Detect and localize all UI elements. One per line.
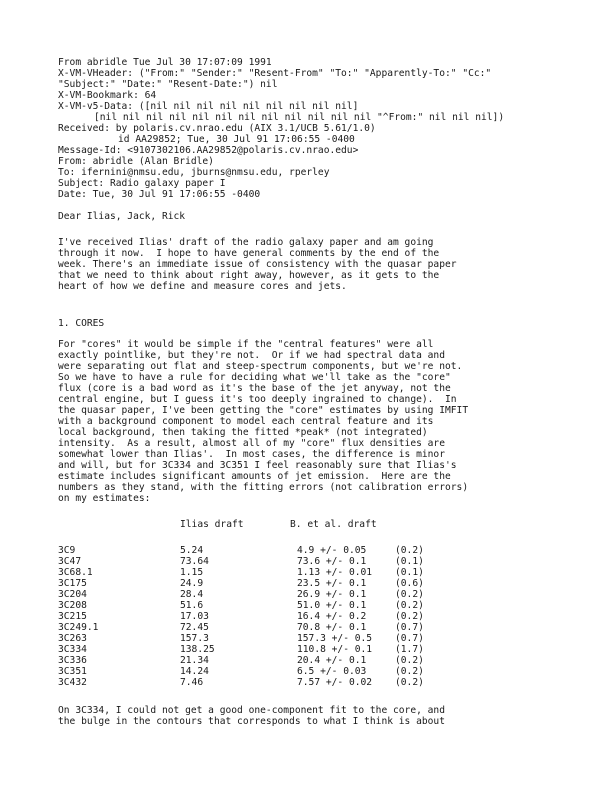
header-line: Message-Id: <9107302106.AA29852@polaris.cv.nrao.edu> bbox=[58, 145, 359, 156]
bridle-value: 23.5 +/- 0.1 bbox=[297, 578, 367, 589]
table-row bbox=[0, 611, 612, 622]
header-line: id AA29852; Tue, 30 Jul 91 17:06:55 -0400 bbox=[118, 134, 355, 145]
table-row bbox=[0, 677, 612, 688]
source-name: 3C215 bbox=[58, 611, 87, 622]
table-row bbox=[0, 578, 612, 589]
header-line: [nil nil nil nil nil nil nil nil nil nil nil nil "^From:" nil nil nil]) bbox=[94, 112, 505, 123]
bridle-value: 26.9 +/- 0.1 bbox=[297, 589, 367, 600]
bridle-value: 16.4 +/- 0.2 bbox=[297, 611, 367, 622]
ilias-value: 72.45 bbox=[180, 622, 209, 633]
ilias-value: 14.24 bbox=[180, 666, 209, 677]
bridle-value: 20.4 +/- 0.1 bbox=[297, 655, 367, 666]
source-name: 3C249.1 bbox=[58, 622, 99, 633]
text-line: local background, then taking the fitted *peak* (not integrated) bbox=[58, 427, 428, 438]
paren-value: (0.2) bbox=[395, 589, 424, 600]
table-row bbox=[0, 655, 612, 666]
source-name: 3C204 bbox=[58, 589, 87, 600]
source-name: 3C175 bbox=[58, 578, 87, 589]
ilias-value: 17.03 bbox=[180, 611, 209, 622]
table-row bbox=[0, 556, 612, 567]
bridle-value: 70.8 +/- 0.1 bbox=[297, 622, 367, 633]
bridle-value: 157.3 +/- 0.5 bbox=[297, 633, 373, 644]
source-name: 3C9 bbox=[58, 545, 76, 556]
paren-value: (0.6) bbox=[395, 578, 424, 589]
ilias-value: 1.15 bbox=[180, 567, 204, 578]
paren-value: (1.7) bbox=[395, 644, 424, 655]
header-line: Subject: Radio galaxy paper I bbox=[58, 178, 226, 189]
ilias-value: 157.3 bbox=[180, 633, 209, 644]
source-name: 3C336 bbox=[58, 655, 87, 666]
text-line: For "cores" it would be simple if the "central features" were all bbox=[58, 339, 434, 350]
text-line: through it now. I hope to have general comments by the end of the bbox=[58, 248, 440, 259]
paren-value: (0.1) bbox=[395, 567, 424, 578]
text-line: on my estimates: bbox=[58, 493, 151, 504]
bridle-value: 1.13 +/- 0.01 bbox=[297, 567, 373, 578]
text-line: So we have to have a rule for deciding what we'll take as the "core" bbox=[58, 372, 451, 383]
text-line: intensity. As a result, almost all of my "core" flux densities are bbox=[58, 438, 445, 449]
bridle-value: 4.9 +/- 0.05 bbox=[297, 545, 367, 556]
source-name: 3C351 bbox=[58, 666, 87, 677]
table-row bbox=[0, 644, 612, 655]
paren-value: (0.7) bbox=[395, 622, 424, 633]
table-row bbox=[0, 600, 612, 611]
table-row bbox=[0, 633, 612, 644]
text-line: numbers as they stand, with the fitting errors (not calibration errors) bbox=[58, 482, 469, 493]
ilias-value: 138.25 bbox=[180, 644, 215, 655]
header-line: X-VM-VHeader: ("From:" "Sender:" "Resent-From" "To:" "Apparently-To:" "Cc:" bbox=[58, 68, 492, 79]
text-line: were separating out flat and steep-spectrum components, but we're not. bbox=[58, 361, 463, 372]
paren-value: (0.2) bbox=[395, 611, 424, 622]
paren-value: (0.2) bbox=[395, 545, 424, 556]
ilias-value: 28.4 bbox=[180, 589, 204, 600]
bridle-value: 6.5 +/- 0.03 bbox=[297, 666, 367, 677]
source-name: 3C68.1 bbox=[58, 567, 93, 578]
header-line: X-VM-v5-Data: ([nil nil nil nil nil nil nil nil nil] bbox=[58, 101, 359, 112]
bridle-value: 7.57 +/- 0.02 bbox=[297, 677, 373, 688]
paren-value: (0.2) bbox=[395, 677, 424, 688]
paren-value: (0.1) bbox=[395, 556, 424, 567]
text-line: exactly pointlike, but they're not. Or if we had spectral data and bbox=[58, 350, 445, 361]
ilias-value: 5.24 bbox=[180, 545, 204, 556]
ilias-value: 24.9 bbox=[180, 578, 204, 589]
text-line: and will, but for 3C334 and 3C351 I feel reasonably sure that Ilias's bbox=[58, 460, 457, 471]
text-line: with a background component to model each central feature and its bbox=[58, 416, 434, 427]
paren-value: (0.2) bbox=[395, 666, 424, 677]
text-line: On 3C334, I could not get a good one-component fit to the core, and bbox=[58, 705, 445, 716]
text-line: estimate includes significant amounts of jet emission. Here are the bbox=[58, 471, 451, 482]
header-line: Received: by polaris.cv.nrao.edu (AIX 3.1/UCB 5.61/1.0) bbox=[58, 123, 376, 134]
ilias-value: 73.64 bbox=[180, 556, 209, 567]
ilias-value: 51.6 bbox=[180, 600, 204, 611]
bridle-value: 73.6 +/- 0.1 bbox=[297, 556, 367, 567]
paren-value: (0.2) bbox=[395, 600, 424, 611]
text-line: the bulge in the contours that corresponds to what I think is about bbox=[58, 716, 445, 727]
text-line: the quasar paper, I've been getting the "core" estimates by using IMFIT bbox=[58, 405, 469, 416]
table-row bbox=[0, 589, 612, 600]
table-row bbox=[0, 622, 612, 633]
table-header-ilias: Ilias draft bbox=[180, 519, 244, 530]
text-line: heart of how we define and measure cores and jets. bbox=[58, 281, 347, 292]
table-header-bridle: B. et al. draft bbox=[290, 519, 377, 530]
section-title: 1. CORES bbox=[58, 318, 105, 329]
text-line: somewhat lower than Ilias'. In most cases, the difference is minor bbox=[58, 449, 445, 460]
text-line: that we need to think about right away, however, as it gets to the bbox=[58, 270, 440, 281]
paren-value: (0.7) bbox=[395, 633, 424, 644]
table-row bbox=[0, 567, 612, 578]
salutation: Dear Ilias, Jack, Rick bbox=[58, 211, 186, 222]
source-name: 3C47 bbox=[58, 556, 82, 567]
text-line: I've received Ilias' draft of the radio galaxy paper and am going bbox=[58, 237, 434, 248]
ilias-value: 21.34 bbox=[180, 655, 209, 666]
bridle-value: 110.8 +/- 0.1 bbox=[297, 644, 373, 655]
source-name: 3C263 bbox=[58, 633, 87, 644]
source-name: 3C208 bbox=[58, 600, 87, 611]
header-line: From: abridle (Alan Bridle) bbox=[58, 156, 214, 167]
header-line: To: ifernini@nmsu.edu, jburns@nmsu.edu, rperley bbox=[58, 167, 330, 178]
text-line: flux (core is a bad word as it's the base of the jet anyway, not the bbox=[58, 383, 451, 394]
header-line: Date: Tue, 30 Jul 91 17:06:55 -0400 bbox=[58, 189, 261, 200]
text-line: week. There's an immediate issue of consistency with the quasar paper bbox=[58, 259, 457, 270]
table-row bbox=[0, 545, 612, 556]
header-line: From abridle Tue Jul 30 17:07:09 1991 bbox=[58, 57, 272, 68]
source-name: 3C432 bbox=[58, 677, 87, 688]
ilias-value: 7.46 bbox=[180, 677, 204, 688]
bridle-value: 51.0 +/- 0.1 bbox=[297, 600, 367, 611]
source-name: 3C334 bbox=[58, 644, 87, 655]
header-line: X-VM-Bookmark: 64 bbox=[58, 90, 157, 101]
paren-value: (0.2) bbox=[395, 655, 424, 666]
text-line: central engine, but I guess it's too deeply ingrained to change). In bbox=[58, 394, 457, 405]
header-line: "Subject:" "Date:" "Resent-Date:") nil bbox=[58, 79, 278, 90]
table-row bbox=[0, 666, 612, 677]
